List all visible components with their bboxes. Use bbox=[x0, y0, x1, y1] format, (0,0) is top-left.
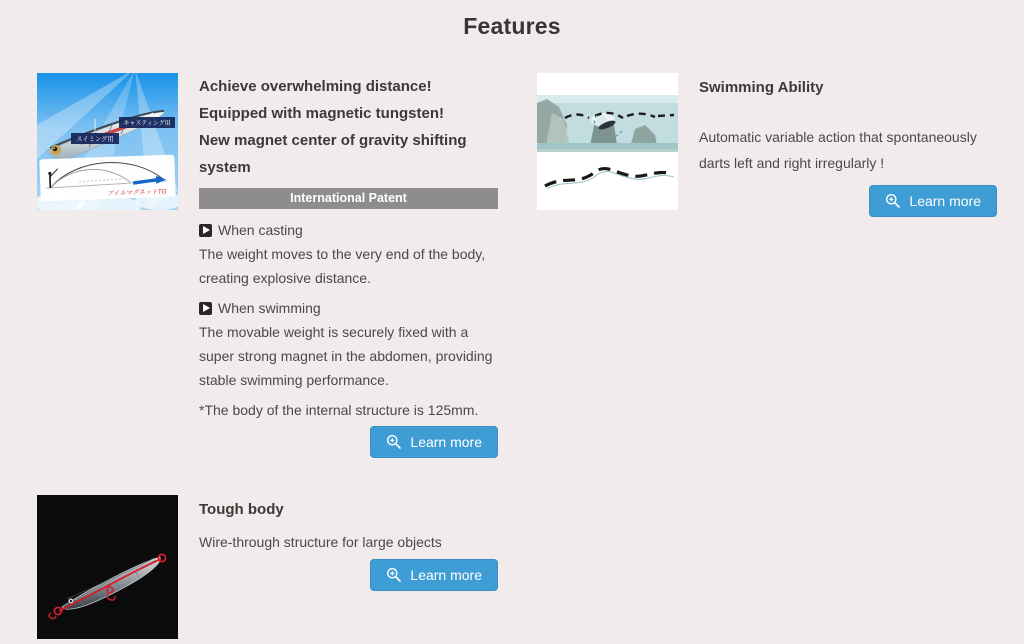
zoom-in-magnifier-icon bbox=[386, 434, 402, 450]
zoom-in-magnifier-icon bbox=[386, 567, 402, 583]
when-swimming-heading bbox=[199, 296, 498, 320]
internal-structure-note: *The body of the internal structure is 125mm. bbox=[199, 402, 479, 418]
feature-distance-title-line2: New magnet center of gravity shifting system bbox=[199, 132, 467, 176]
international-patent-badge: International Patent bbox=[199, 188, 498, 209]
learn-more-button-swimming[interactable] bbox=[869, 185, 997, 217]
feature-swimming-button-row bbox=[699, 185, 997, 217]
label-casting-use: キャスティング用 bbox=[123, 121, 171, 127]
feature-swimming-body: Automatic variable action that spontaneously darts left and right irregularly ! bbox=[699, 129, 977, 171]
features-grid bbox=[37, 73, 997, 639]
label-aile-magnet-tg: アイルマグネットTG bbox=[107, 188, 167, 198]
when-swimming-body: The movable weight is securely fixed with a super strong magnet in the abdomen, providing stable swimming performance. bbox=[199, 324, 493, 388]
feature-swimming-ability bbox=[537, 73, 997, 217]
learn-more-button-distance[interactable] bbox=[370, 426, 498, 458]
when-casting-section bbox=[199, 218, 498, 290]
feature-tough-body-text: Wire-through structure for large objects bbox=[199, 534, 442, 550]
feature-distance bbox=[37, 73, 498, 458]
when-casting-body: The weight moves to the very end of the body, creating explosive distance. bbox=[199, 246, 486, 286]
feature-distance-button-row bbox=[199, 426, 498, 458]
learn-more-label: Learn more bbox=[410, 434, 482, 450]
wire-through-lure-image bbox=[37, 495, 178, 639]
when-casting-label: When casting bbox=[218, 222, 303, 238]
swimming-action-diagram-image bbox=[537, 73, 678, 210]
learn-more-label: Learn more bbox=[410, 567, 482, 583]
learn-more-button-tough[interactable] bbox=[370, 559, 498, 591]
page-title: Features bbox=[463, 13, 561, 39]
label-swimming-use: スイミング用 bbox=[76, 136, 114, 143]
zoom-in-magnifier-icon bbox=[885, 193, 901, 209]
feature-tough-button-row bbox=[199, 559, 498, 591]
when-casting-heading bbox=[199, 218, 498, 242]
feature-tough-body bbox=[37, 495, 498, 639]
play-bullet-icon bbox=[199, 224, 212, 237]
play-bullet-icon bbox=[199, 302, 212, 315]
feature-distance-title bbox=[199, 73, 498, 181]
feature-swimming-title: Swimming Ability bbox=[699, 79, 824, 96]
when-swimming-section bbox=[199, 296, 498, 392]
lure-sky-diagram-image bbox=[37, 73, 178, 210]
learn-more-label: Learn more bbox=[909, 193, 981, 209]
feature-tough-title: Tough body bbox=[199, 501, 284, 518]
feature-distance-title-line1: Achieve overwhelming distance! Equipped with magnetic tungsten! bbox=[199, 78, 444, 122]
when-swimming-label: When swimming bbox=[218, 300, 321, 316]
